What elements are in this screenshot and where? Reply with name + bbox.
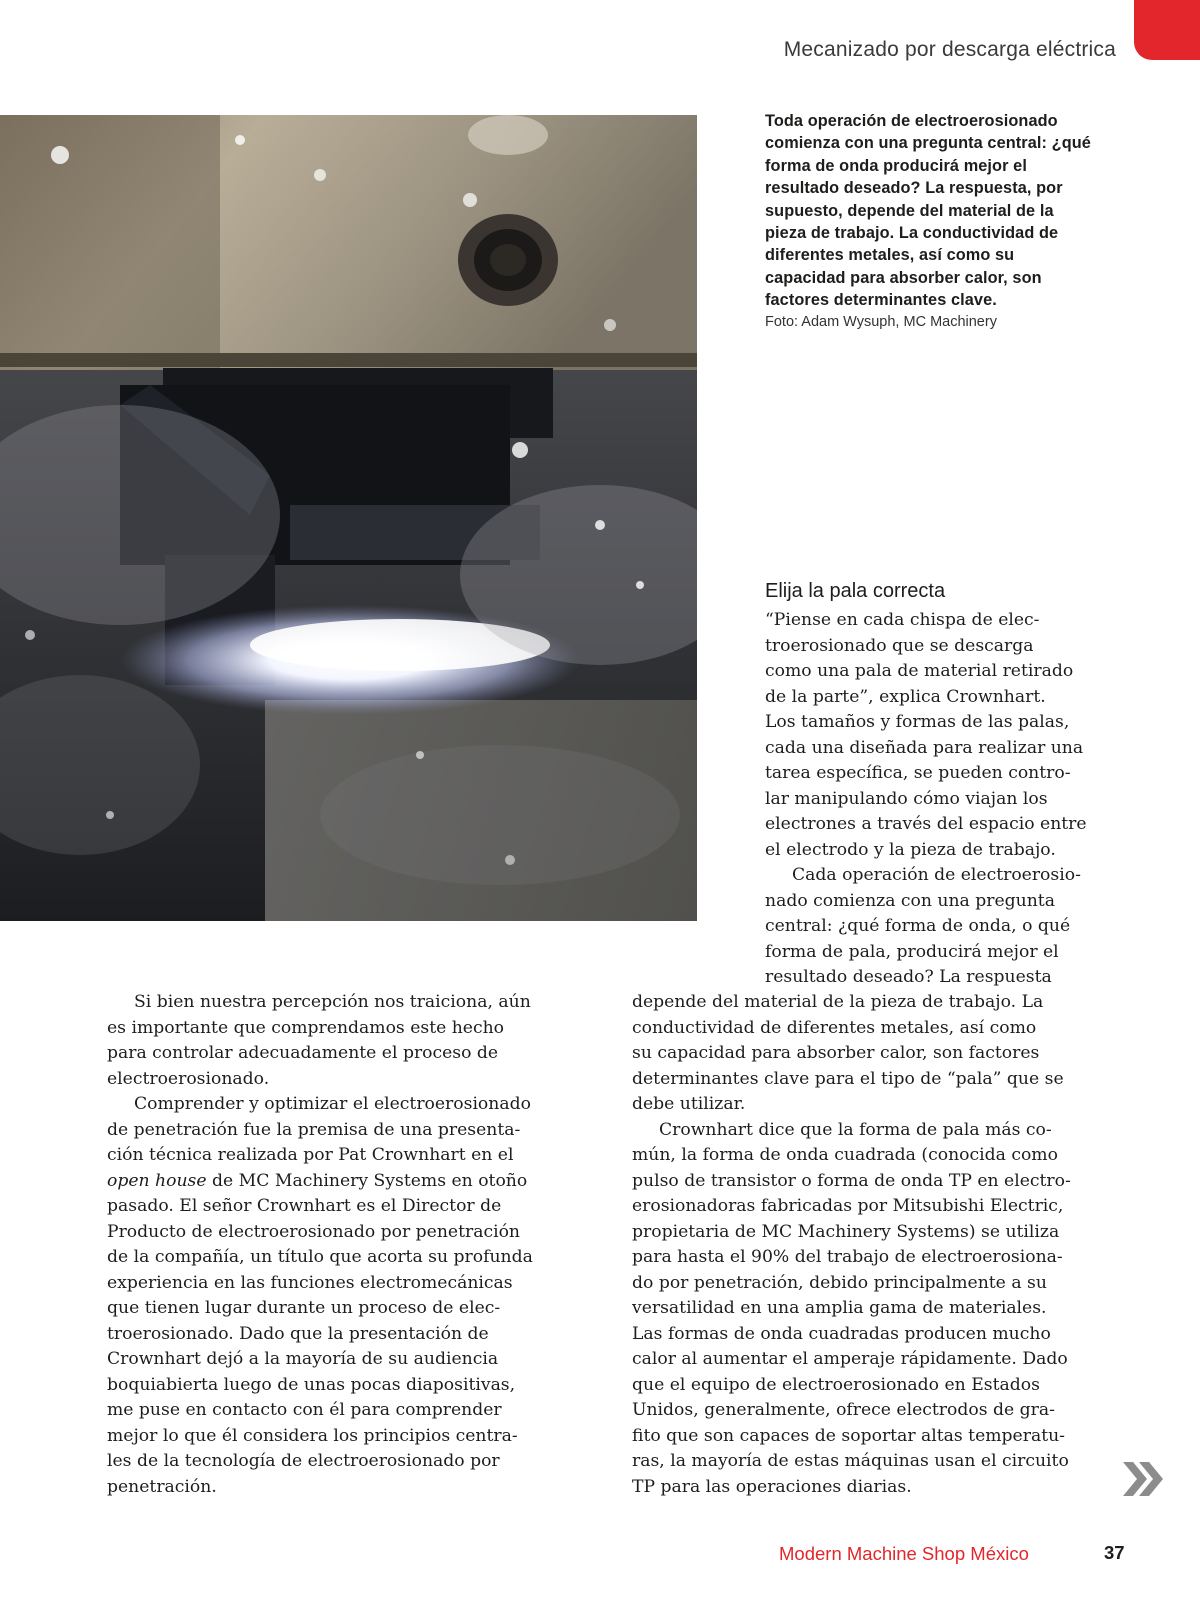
text-line: de penetración fue la premisa de una presenta- [107, 1119, 521, 1140]
italic-term: open house [107, 1170, 207, 1191]
text-line: Crownhart dejó a la mayoría de su audiencia [107, 1349, 499, 1369]
text-line: el electrodo y la pieza de trabajo. [765, 839, 1056, 860]
text-line: les de la tecnología de electroerosionado por [107, 1451, 500, 1471]
text-line: Unidos, generalmente, ofrece electrodos de gra- [632, 1400, 1055, 1420]
caption-line: supuesto, depende del material de la [765, 201, 1054, 220]
text-line: forma de pala, producirá mejor el [765, 941, 1059, 962]
text-line: nado comienza con una pregunta [765, 890, 1055, 911]
text-line: lar manipulando cómo viajan los [765, 788, 1048, 809]
text-line: tarea específica, se pueden contro- [765, 763, 1071, 783]
caption-line: comienza con una pregunta central: ¿qué [765, 134, 1091, 153]
text-line: ras, la mayoría de estas máquinas usan el circuito [632, 1451, 1069, 1471]
text-line: Producto de electroerosionado por penetración [107, 1221, 521, 1242]
text-line: ción técnica realizada por Pat Crownhart en el [107, 1145, 514, 1165]
caption-line: pieza de trabajo. La conductividad de [765, 224, 1059, 243]
text-line: Cada operación de electroerosio- [792, 865, 1081, 885]
text-line: como una pala de material retirado [765, 661, 1074, 681]
section-tab-marker [1134, 0, 1200, 60]
text-line: Los tamaños y formas de las palas, [765, 712, 1070, 732]
edm-spark-photo [0, 115, 697, 921]
photo-credit: Foto: Adam Wysuph, MC Machinery [765, 314, 997, 330]
text-line: Si bien nuestra percepción nos traiciona, aún [134, 992, 531, 1012]
text-line: depende del material de la pieza de trabajo. La [632, 992, 1044, 1012]
text-line: Comprender y optimizar el electroerosionado [134, 1094, 531, 1114]
text-line [107, 1169, 587, 1195]
text-line: troerosionado que se descarga [765, 635, 1034, 656]
caption-line: capacidad para absorber calor, son [765, 268, 1042, 287]
text-line: que el equipo de electroerosionado en Estados [632, 1374, 1040, 1395]
caption-line: resultado deseado? La respuesta, por [765, 179, 1063, 198]
text-line: penetración. [107, 1476, 217, 1497]
text-line: boquiabierta luego de unas pocas diapositivas, [107, 1374, 516, 1395]
text-line: versatilidad en una amplia gama de materiales. [632, 1298, 1047, 1318]
magazine-name: Modern Machine Shop México [779, 1543, 1029, 1564]
text-line: de la compañía, un título que acorta su profunda [107, 1247, 533, 1267]
text-line: que tienen lugar durante un proceso de elec- [107, 1298, 501, 1318]
text-line: do por penetración, debido principalmente a su [632, 1272, 1047, 1293]
text-line: propietaria de MC Machinery Systems) se utiliza [632, 1221, 1060, 1242]
text-line: electrones a través del espacio entre [765, 814, 1087, 834]
text-line: para hasta el 90% del trabajo de electroerosiona- [632, 1247, 1063, 1267]
caption-line: diferentes metales, así como su [765, 246, 1015, 265]
text-line: determinantes clave para el tipo de “pala” que se [632, 1068, 1064, 1089]
left-column-text [107, 990, 587, 1500]
text-line: central: ¿qué forma de onda, o qué [765, 916, 1071, 936]
text-line: troerosionado. Dado que la presentación de [107, 1323, 489, 1344]
text-line: calor al aumentar el amperaje rápidamente. Dado [632, 1349, 1068, 1369]
text-line: debe utilizar. [632, 1094, 746, 1114]
caption-line: factores determinantes clave. [765, 291, 997, 310]
text-line: me puse en contacto con él para comprender [107, 1400, 502, 1420]
text-fragment: de MC Machinery Systems en otoño [206, 1170, 528, 1191]
text-line: cada una diseñada para realizar una [765, 737, 1084, 758]
text-line: “Piense en cada chispa de elec- [765, 610, 1040, 630]
text-line: mejor lo que él considera los principios centra- [107, 1425, 518, 1446]
text-line: electroerosionado. [107, 1068, 270, 1089]
right-column-bottom-text [632, 990, 1125, 1500]
text-line: fito que son capaces de soportar altas temperatu- [632, 1425, 1065, 1446]
text-line: TP para las operaciones diarias. [632, 1476, 912, 1497]
text-line: su capacidad para absorber calor, son factores [632, 1043, 1040, 1063]
text-line: pulso de transistor o forma de onda TP en electro- [632, 1170, 1071, 1191]
photo-caption [765, 110, 1120, 312]
text-line: erosionadoras fabricadas por Mitsubishi Electric, [632, 1196, 1064, 1216]
double-chevron-right-icon [1121, 1462, 1165, 1496]
caption-line: forma de onda producirá mejor el [765, 156, 1027, 175]
text-line: experiencia en las funciones electromecánicas [107, 1272, 513, 1293]
right-column-top-text [765, 608, 1125, 991]
text-line: Crownhart dice que la forma de pala más co- [659, 1119, 1052, 1140]
section-title: Mecanizado por descarga eléctrica [783, 38, 1116, 61]
text-line: Las formas de onda cuadradas producen mucho [632, 1323, 1051, 1344]
caption-line: Toda operación de electroerosionado [765, 112, 1058, 130]
text-line: conductividad de diferentes metales, así como [632, 1017, 1037, 1038]
section-subhead: Elija la pala correcta [765, 580, 946, 602]
text-line: es importante que comprendamos este hecho [107, 1017, 505, 1038]
page-number: 37 [1104, 1542, 1125, 1563]
text-line: mún, la forma de onda cuadrada (conocida como [632, 1145, 1058, 1165]
text-line: resultado deseado? La respuesta [765, 967, 1052, 987]
text-line: de la parte”, explica Crownhart. [765, 686, 1046, 707]
text-line: pasado. El señor Crownhart es el Director de [107, 1196, 502, 1216]
text-line: para controlar adecuadamente el proceso de [107, 1043, 499, 1063]
